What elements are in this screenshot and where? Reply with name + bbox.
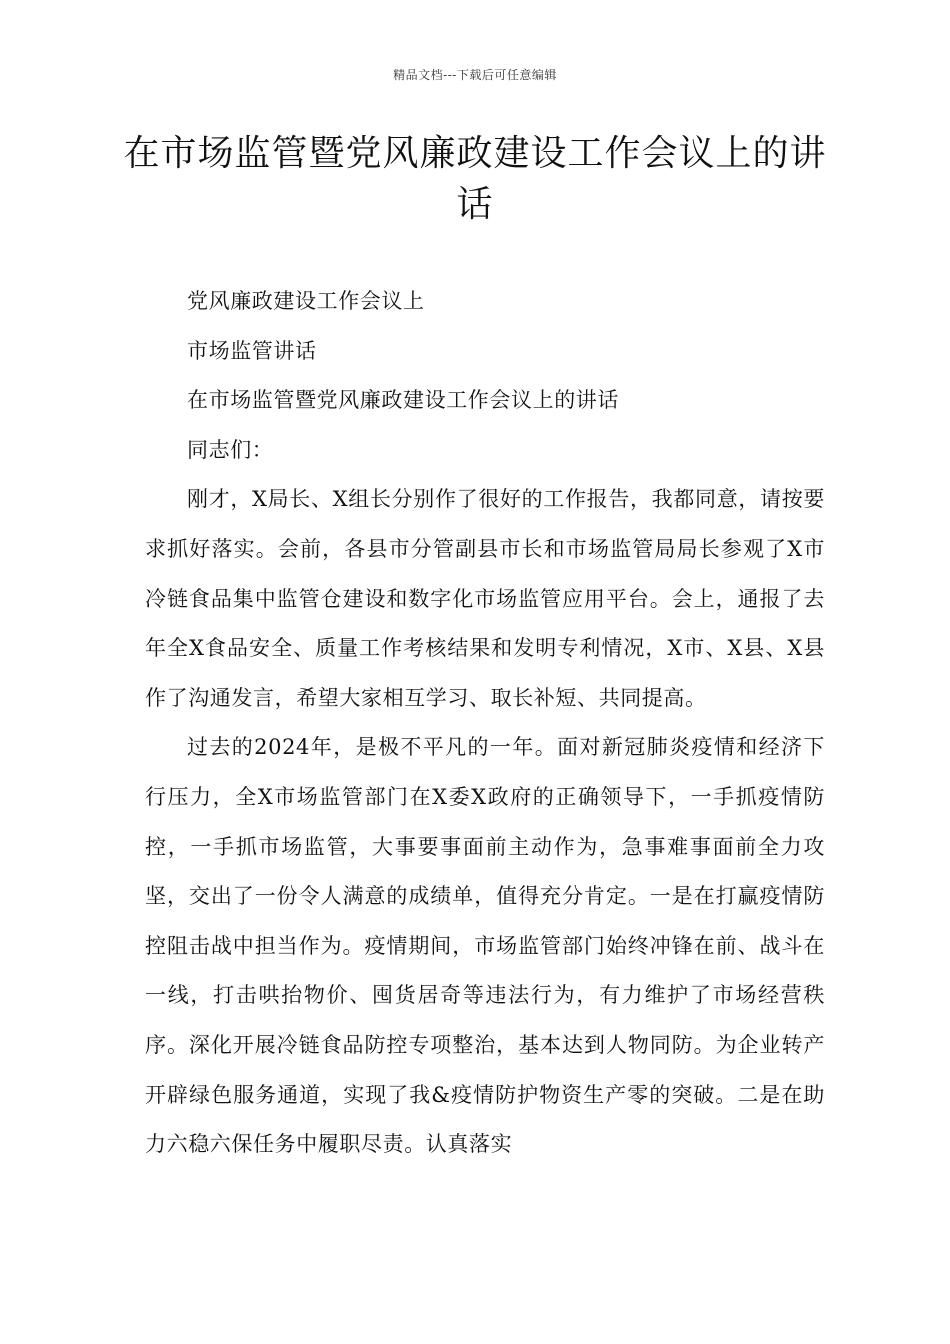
paragraph-body-1: 刚才，X局长、X组长分别作了很好的工作报告，我都同意，请按要求抓好落实。会前，各县市分管副县市长和市场监管局局长参观了X市冷链食品集中监管仓建设和数字化市场监管应用平台。会上，通报了去年全X食品安全、质量工作考核结果和发明专利情况，X市、X县、X县作了沟通发言，希望大家相互学习、取长补短、共同提高。	[145, 487, 825, 710]
paragraph-body-2: 过去的2024年，是极不平凡的一年。面对新冠肺炎疫情和经济下行压力，全X市场监管部门在X委X政府的正确领导下，一手抓疫情防控，一手抓市场监管，大事要事面前主动作为，急事难事面前全力攻坚，交出了一份令人满意的成绩单，值得充分肯定。一是在打赢疫情防控阻击战中担当作为。疫情期间，市场监管部门始终冲锋在前、战斗在一线，打击哄抬物价、囤货居奇等违法行为，有力维护了市场经营秩序。深化开展冷链食品防控专项整治，基本达到人物同防。为企业转产开辟绿色服务通道，实现了我&疫情防护物资生产零的突破。二是在助力六稳六保任务中履职尽责。认真落实	[145, 735, 825, 1157]
header-note: 精品文档---下载后可任意编辑	[393, 68, 557, 82]
paragraph-subtitle-3: 在市场监管暨党风廉政建设工作会议上的讲话	[187, 388, 619, 413]
paragraph-salutation: 同志们：	[187, 437, 274, 462]
document-body	[145, 277, 825, 1170]
document-title: 在市场监管暨党风廉政建设工作会议上的讲话	[123, 133, 827, 225]
paragraph-subtitle-1: 党风廉政建设工作会议上	[187, 289, 425, 313]
paragraph-subtitle-2: 市场监管讲话	[187, 338, 317, 363]
